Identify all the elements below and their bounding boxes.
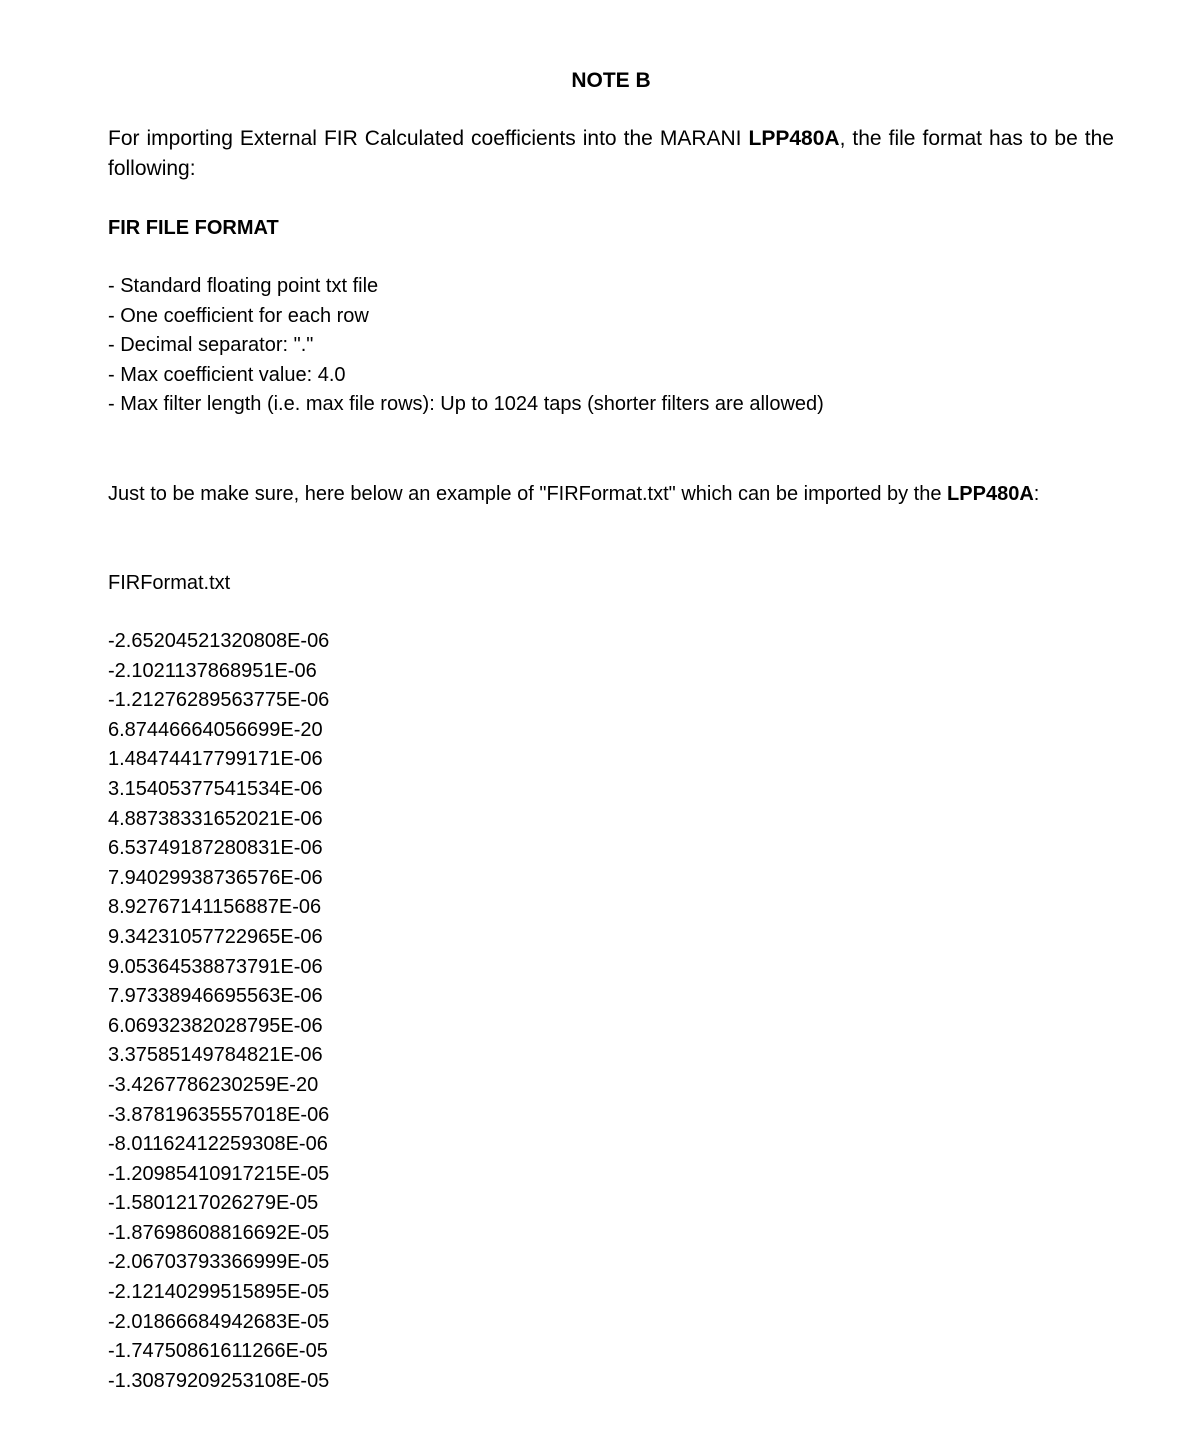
coefficient-row: 6.06932382028795E-06 [108,1014,323,1037]
coefficient-row: 7.97338946695563E-06 [108,985,323,1008]
format-rule: - Max filter length (i.e. max file rows): Up to 1024 taps (shorter filters are allowed) [108,393,824,415]
page-title: NOTE B [571,69,651,92]
example-intro-text-end: : [1033,483,1040,505]
coefficient-row: -1.21276289563775E-06 [108,689,330,712]
intro-text-start: For importing External FIR Calculated coefficients into the MARANI [108,127,749,150]
coefficient-row: 8.92767141156887E-06 [108,896,322,919]
coefficient-row: -1.20985410917215E-05 [108,1162,330,1185]
format-rules-list [108,272,824,420]
section-heading: FIR FILE FORMAT [108,217,279,239]
coefficient-row: 3.37585149784821E-06 [108,1044,323,1067]
example-intro-text-start: Just to be make sure, here below an example of "FIRFormat.txt" which can be imported by the [108,483,948,505]
coefficient-row: 4.88738331652021E-06 [108,807,323,830]
format-rule: - Decimal separator: "." [108,334,314,356]
coefficient-row: -1.30879209253108E-05 [108,1369,330,1392]
coefficient-row: 6.87446664056699E-20 [108,718,323,741]
coefficient-row: -1.87698608816692E-05 [108,1221,330,1244]
coefficient-row: -2.01866684942683E-05 [108,1310,330,1333]
intro-paragraph [108,124,1114,184]
coefficient-row: -2.1021137868951E-06 [108,659,317,682]
coefficient-row: -1.74750861611266E-05 [108,1340,328,1363]
intro-product-name: LPP480A [748,127,840,150]
coefficient-row: 9.34231057722965E-06 [108,925,323,948]
example-intro-product-name: LPP480A [947,483,1034,505]
coefficient-row: -2.65204521320808E-06 [108,630,330,652]
coefficient-row: -3.87819635557018E-06 [108,1103,330,1126]
intro-text-end: , the file format has to be the following: [108,127,1114,180]
coefficient-row: 3.15405377541534E-06 [108,777,323,800]
coefficient-row: -2.06703793366999E-05 [108,1251,330,1274]
coefficient-row: 9.05364538873791E-06 [108,955,323,978]
coefficient-row: 6.53749187280831E-06 [108,837,323,860]
coefficient-list [108,627,329,1396]
coefficient-row: -3.4267786230259E-20 [108,1073,319,1096]
example-filename: FIRFormat.txt [108,572,231,594]
format-rule: - Standard floating point txt file [108,275,379,297]
coefficient-row: -2.12140299515895E-05 [108,1281,330,1304]
format-rule: - One coefficient for each row [108,304,369,327]
example-intro-paragraph [108,479,1114,509]
coefficient-row: 7.94029938736576E-06 [108,866,323,889]
coefficient-row: -1.5801217026279E-05 [108,1192,319,1215]
format-rule: - Max coefficient value: 4.0 [108,363,346,386]
coefficient-row: 1.48474417799171E-06 [108,748,323,771]
coefficient-row: -8.01162412259308E-06 [108,1133,328,1156]
